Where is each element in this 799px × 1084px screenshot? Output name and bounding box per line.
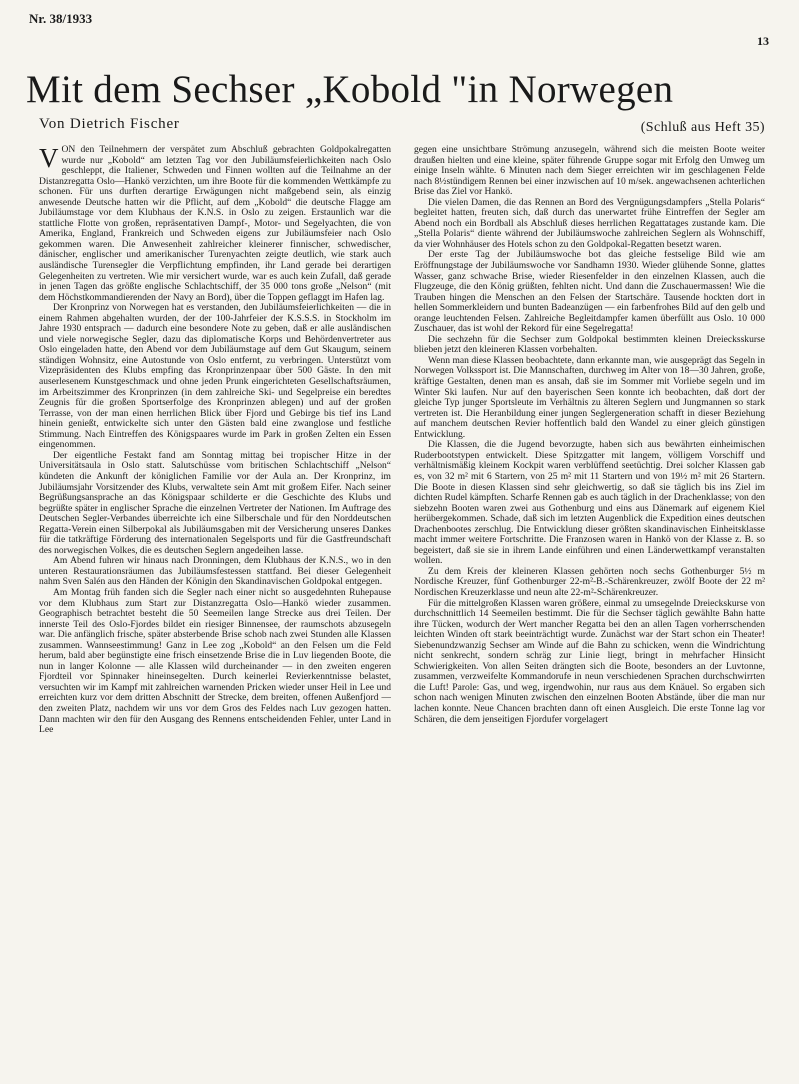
paragraph: Der Kronprinz von Norwegen hat es verstanden, den Jubiläumsfeierlichkeiten — die in einem Rahmen abgehalten wurden, der der 100-Jahrfeier der K.S.S.S. in Stockholm im Jahre 1930 entsprach — dadurch eine besondere Note zu geben, daß er alle ausländischen und viele norwegische Segler, dazu das diplomatische Korps und Behördenvertreter aus Oslo eingeladen hatte, den Abend vor dem Jubiläumstage auf dem Gut Skaugum, seinem ständigen Wohnsitz, eine Autostunde von Oslo entfernt, zu verbringen. Unterstützt vom Vizepräsidenten des Klubs empfing das Kronprinzenpaar über 500 Gäste. In den mit auserlesenem Kunstgeschmack und ohne jeden Prunk eingerichteten Gesellschaftsräumen, im Arbeitszimmer des Kronprinzen (in dem zahlreiche Ski- und Segelpreise ein beredtes Zeugnis für die großen Sportserfolge des Kronprinzen ablegen) und auf der großen Terrasse, von der man einen herrlichen Blick über Fjord und Gebirge bis tief ins Land hinein genießt, entwickelte sich unter den Gästen bald eine zwanglose und festliche Stimmung. Nach Eintreffen des Königspaares wurde im Park in großen Zelten ein Essen eingenommen. (39, 302, 391, 451)
issue-number: Nr. 38/1933 (29, 11, 93, 26)
paragraph: gegen eine unsichtbare Strömung anzusegeln, während sich die meisten Boote weiter draußen hielten und eine kleine, später führende Gruppe sogar mit Erfolg den Umweg um einige Inseln wählte. 6 Minuten nach dem Sieger erreichten wir im geschlagenen Felde nach 8½stündigem Rennen bei einer inzwischen auf 10 m/sek. angewachsenen achterlichen Brise das Ziel vor Hankö. (414, 145, 765, 198)
article-byline: Von Dietrich Fischer (39, 116, 180, 132)
paragraph: Die Klassen, die die Jugend bevorzugte, haben sich aus bewährten einheimischen Ruderbootstypen entwickelt. Diese Spitzgatter mit langem, völligem Vorschiff und verhältnismäßig kleinem Kockpit waren verblüffend seetüchtig. Drei solcher Klassen gab es, von 32 m² mit 6 Startern, von 25 m² mit 11 Startern und von 19½ m² mit 26 Startern. Die Boote in diesen Klassen sind sehr gleichwertig, so daß sie täglich bis ins Ziel im dichten Rudel kämpften. Scharfe Rennen gab es auch täglich in der Drachenklasse; von den siebzehn Booten waren zwei aus Gothenburg und eins aus Dänemark auf eigenem Kiel herübergekommen. Schade, daß sich im letzten Augenblick die Expedition eines deutschen Drachenbootes zerschlug. Die Entwicklung dieser größten skandinavischen Einheitsklasse macht immer weitere Fortschritte. Die Franzosen waren in Hankö von der Klasse z. B. so begeistert, daß sie sie in ihrem Lande einführen und einen Länderwettkampf veranstalten wollen. (414, 439, 765, 567)
paragraph: Zu dem Kreis der kleineren Klassen gehörten noch sechs Gothenburger 5½ m Nordische Kreuzer, fünf Gothenburger 22-m²-B.-Schärenkreuzer, zwölf Boote der 22 m² Nordischen Kreuzerklasse und neun alte 22-m²-Schärenkreuzer. (414, 565, 765, 598)
continuation-note: (Schluß aus Heft 35) (640, 120, 765, 135)
paragraph: Für die mittelgroßen Klassen waren größere, einmal zu umsegelnde Dreieckskurse von durchschnittlich 14 Seemeilen bestimmt. Die für die Sechser täglich gewählte Bahn hatte ihre Tücken, wodurch der Wert mancher Regatta bei den an allen Tagen vorherrschenden leichten Winden oft stark beeinträchtigt wurde. Zunächst war der Start schon ein Theater! Siebenundzwanzig Sechser am Winde auf die Bahn zu schicken, wenn die Windrichtung nicht senkrecht, sondern schräg zur Linie liegt, bringt in mehrfacher Hinsicht Schwierigkeiten. Von allen Seiten drängten sich die Boote, besonders an der Luvtonne, zusammen, verzweifelte Kommandorufe in neun verschiedenen Sprachen durchschwirrten die Luft! Parole: Gas, und weg, irgendwohin, nur raus aus dem Knäuel. So ergaben sich schon nach wenigen Minuten zwischen den einzelnen Booten Abstände, über die man nur lachen konnte. Neue Chancen brachten dann oft einen Ausgleich. Die erste Tonne lag vor Schären, die dem jenseitigen Fjordufer vorgelagert (414, 597, 765, 725)
paragraph: Der erste Tag der Jubiläumswoche bot das gleiche festselige Bild wie am Eröffnungstage der Jubiläumswoche vor Sandhamn 1930. Wieder glühende Sonne, glattes Wasser, ganz schwache Brise, wieder Riesenfelder in den einzelnen Klassen, auch die Flugzeuge, die den König grüßten, fehlten nicht. Und dann die Zuschauermassen! Wie die Trauben hingen die Menschen an den Felsen der Startschäre. Tausende hockten dort in hellen Sommerkleidern und bunten Badeanzügen — ein farbenfrohes Bild auf den gelb und orange leuchtenden Felsen. Zahlreiche Begleitdampfer kamen überfüllt aus Oslo. 10 000 Zuschauer, das ist wohl der Rekord für eine Segelregatta! (414, 249, 765, 335)
drop-cap: V (39, 145, 59, 173)
paragraph: Am Montag früh fanden sich die Segler nach einer nicht so ausgedehnten Ruhepause vor dem Klubhaus zum Start zur Distanzregatta Oslo—Hankö wieder zusammen. Geographisch betrachtet besteht die 50 Seemeilen lange Strecke aus drei Teilen. Der innerste Teil des Oslo-Fjordes bildet ein riesiger Binnensee, der raumschots abzusegeln war. Die anfänglich frische, später absterbende Brise schob nach zwei Stunden alle Klassen zusammen. Wannseestimmung! Ganz in Lee zog „Kobold“ an den Felsen um die Feld herum, bald aber begünstigte eine frisch einsetzende Brise die in Luv liegenden Boote, die nun in langer Kolonne — alle Klassen wild durcheinander — in den zweiten engeren Fjordteil vor Spinnaker hineinsegelten. Durch keinerlei Revierkenntnisse belastet, versuchten wir im Kampf mit zahlreichen warnenden Pricken wieder unser Heil in Lee und erreichten kurz vor dem dritten Abschnitt der Strecke, dem breiten, offenen Außenfjord — den zweiten Platz, nachdem wir uns vor dem Gros des Feldes nach Luv gezogen hatten. Dann machten wir den für den Ausgang des Rennens entscheidenden Fehler, unter Land in Lee (39, 586, 391, 736)
article-title: Mit dem Sechser „Kobold "in Norwegen (26, 68, 674, 111)
right-column (414, 145, 765, 1073)
paragraph: Die sechzehn für die Sechser zum Goldpokal bestimmten kleinen Dreiecksskurse blieben jetzt den kleineren Klassen vorbehalten. (414, 333, 765, 356)
paragraph (39, 145, 391, 303)
left-column (39, 145, 391, 1073)
page-number: 13 (757, 34, 769, 48)
paragraph: Wenn man diese Klassen beobachtete, dann erkannte man, wie ausgeprägt das Segeln in Norwegen Volkssport ist. Die Mannschaften, durchweg im Alter von 18—30 Jahren, große, kräftige Gestalten, denen man es ansah, daß sie im Sommer mit Vorliebe segeln und im Winter Ski laufen. Nur auf den bayerischen Seen konnte ich beobachten, daß dort der gleiche Typ junger Sportsleute im Verhältnis zu älteren Seglern und Jungmannen so stark vertreten ist. Die Heranbildung einer jungen Seglergeneration schafft in dieser Beziehung auf manchem deutschen Revier hoffentlich bald den Wandel zu einer gleich günstigen Entwicklung. (414, 354, 765, 440)
paragraph: Der eigentliche Festakt fand am Sonntag mittag bei tropischer Hitze in der Universitätsaula in Oslo statt. Salutschüsse vom britischen Schlachtschiff „Nelson“ kündeten die Ankunft der königlichen Familie vor der Aula an. Der Kronprinz, im Jubiläumsjahr Vorsitzender des Klubs, verwaltete sein Amt mit großem Eifer. Nach seiner Begrüßungsansprache an das Königspaar schilderte er die Geschichte des Klubs und begrüßte später in englischer Sprache die einzelnen Vertreter der Nationen. Im Auftrage des Deutschen Segler-Verbandes überreichte ich eine Silberschale und für den Norddeutschen Regatta-Verein einen Silberpokal als Jubiläumsgaben mit der Versicherung unseres Dankes für die tatkräftige Förderung des internationalen Segelsports und für die Gastfreundschaft des norwegischen Volkes, die es deutschen Seglern angedeihen lasse. (39, 449, 391, 556)
paragraph-text: ON den Teilnehmern der verspätet zum Abschluß gebrachten Goldpokalregatten wurde nur „Kobold“ am letzten Tag vor den Jubiläumsfeierlichkeiten nach Oslo geschleppt, die Italiener, Schweden und Finnen wollten auf die Teilnahme an der Distanzregatta Oslo—Hankö verzichten, um ihre Boote für die kommenden Wettkämpfe zu schonen. Für uns durften derartige Erwägungen nicht maßgebend sein, als einzig anwesende Deutsche hatten wir die Pflicht, auf dem „Kobold“ die deutsche Flagge am Jubiläumstage vor dem Klubhaus der K.N.S. in Oslo zu zeigen. Erstaunlich war die stattliche Flotte von großen, repräsentativen Dampf-, Motor- und Segelyachten, die von Amerika, England, Frankreich und Schweden eigens zur Jubiläumsfeier nach Oslo gekommen waren. Die Anwesenheit zahlreicher kleinerer finnischer, schwedischer, dänischer, englischer und amerikanischer Turenyachten zeigte deutlich, wie stark auch ausländische Turensegler die Verpflichtung empfinden, ihr Land gerade bei derartigen Gelegenheiten zu vertreten. Wie mir versichert wurde, war es auch kein Zufall, daß gerade in jenen Tagen das größte englische Schlachtschiff, der 35 000 tons große „Nelson“ (mit dem Höchstkommandierenden der Navy an Bord), über die Toppen geflaggt im Hafen lag. (39, 145, 391, 303)
paragraph: Die vielen Damen, die das Rennen an Bord des Vergnügungsdampfers „Stella Polaris“ begleitet hatten, freuten sich, daß durch das unerwartet frühe Eintreffen der Segler am Abend noch ein Bordball als Abschluß dieses herrlichen Regattatages zustande kam. Die „Stella Polaris“ diente während der Jubiläumswoche zahlreichen Seglern als Wohnschiff, da vier Wohnhäuser des Hotels schon zu den Goldpokal-Regatten besetzt waren. (414, 196, 765, 250)
paragraph: Am Abend fuhren wir hinaus nach Dronningen, dem Klubhaus der K.N.S., wo in den unteren Restaurationsräumen das Jubiläumsfestessen stattfand. Bei dieser Gelegenheit nahm Sven Salén aus den Händen der Königin den Skandinavischen Goldpokal entgegen. (39, 555, 391, 588)
